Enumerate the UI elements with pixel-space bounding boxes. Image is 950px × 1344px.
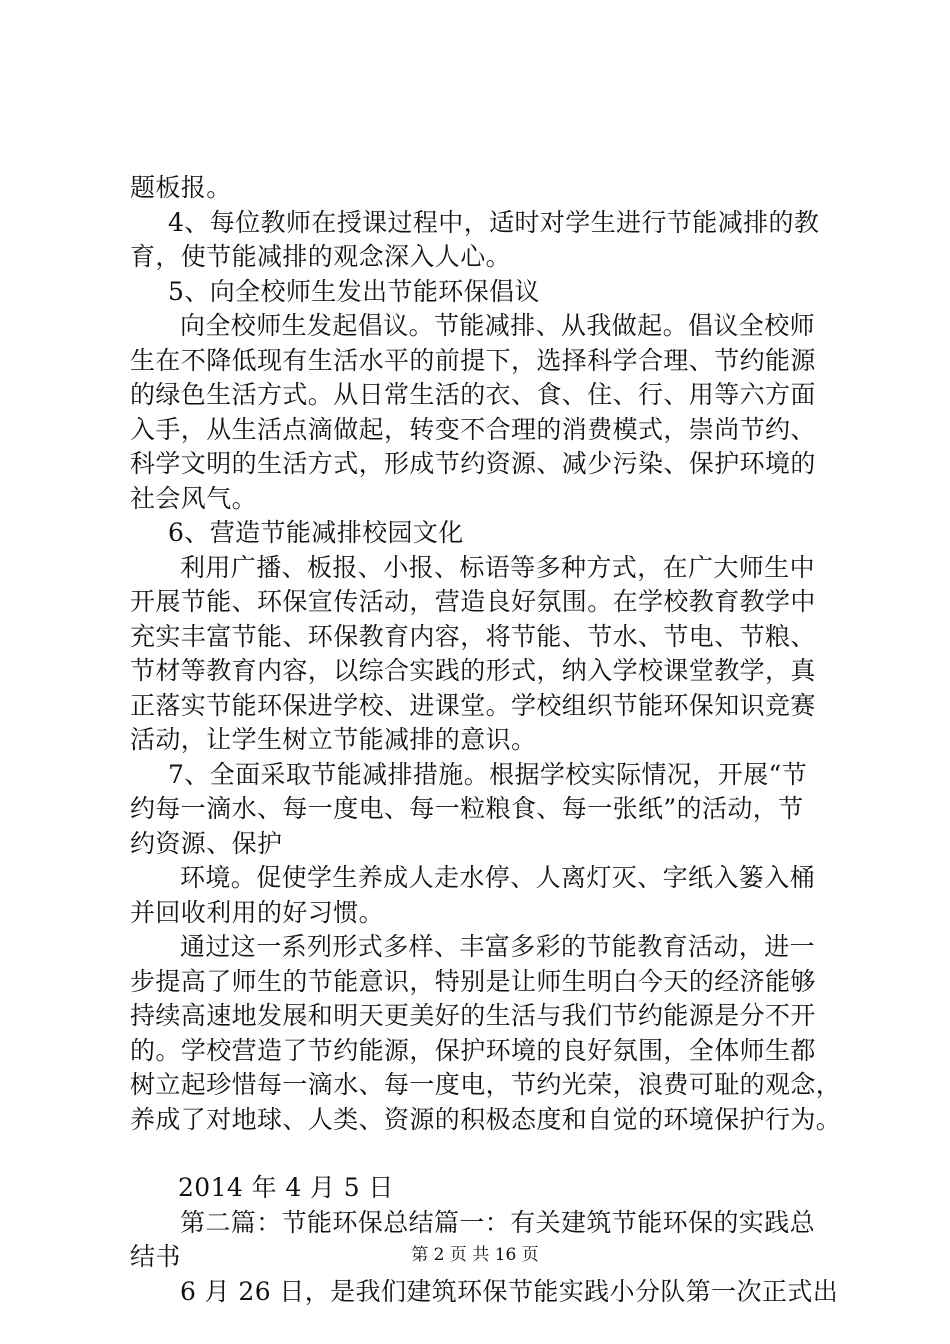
section-heading: 6、营造节能减排校园文化 [168, 518, 464, 547]
text-line: 并回收利用的好习惯。 [130, 897, 385, 927]
text-line: 养成了对地球、人类、资源的积极态度和自觉的环境保护行为。 [130, 1104, 842, 1134]
text-line: 的绿色生活方式。从日常生活的衣、食、住、行、用等六方面 [130, 380, 816, 409]
second-section-title-cont: 结书 [130, 1242, 181, 1271]
date-line: 2014 年 4 月 5 日 [178, 1173, 394, 1202]
text-line: 7、全面采取节能减排措施。根据学校实际情况，开展“节 [168, 759, 808, 789]
text-line: 生在不降低现有生活水平的前提下，选择科学合理、节约能源 [130, 345, 816, 375]
text-line: 活动，让学生树立节能减排的意识。 [130, 725, 537, 754]
section-heading: 5、向全校师生发出节能环保倡议 [168, 276, 540, 306]
text-line: 开展节能、环保宣传活动，营造良好氛围。在学校教育教学中 [130, 587, 816, 616]
document-body [130, 171, 850, 1309]
text-line: 节材等教育内容，以综合实践的形式，纳入学校课堂教学，真 [130, 656, 816, 685]
text-line: 向全校师生发起倡议。节能减排、从我做起。倡议全校师 [180, 311, 816, 340]
text-line: 正落实节能环保进学校、进课堂。学校组织节能环保知识竞赛 [130, 690, 816, 720]
text-line: 入手，从生活点滴做起，转变不合理的消费模式，崇尚节约、 [130, 414, 816, 444]
text-line: 6 月 26 日，是我们建筑环保节能实践小分队第一次正式出 [180, 1276, 839, 1306]
page-number-footer: 第 2 页 共 16 页 [411, 1245, 539, 1265]
text-line: 科学文明的生活方式，形成节约资源、减少污染、保护环境的 [130, 449, 816, 478]
text-line: 步提高了师生的节能意识，特别是让师生明白今天的经济能够 [130, 966, 816, 996]
text-line: 的。学校营造了节约能源，保护环境的良好氛围，全体师生都 [130, 1035, 816, 1065]
text-line: 持续高速地发展和明天更美好的生活与我们节约能源是分不开 [130, 1001, 816, 1030]
second-section-title: 第二篇：节能环保总结篇一：有关建筑节能环保的实践总 [180, 1207, 816, 1237]
text-line: 约每一滴水、每一度电、每一粒粮食、每一张纸”的活动，节 [130, 794, 804, 823]
text-line: 树立起珍惜每一滴水、每一度电，节约光荣，浪费可耻的观念， [130, 1070, 842, 1099]
text-line: 通过这一系列形式多样、丰富多彩的节能教育活动，进一 [180, 932, 816, 961]
text-line: 充实丰富节能、环保教育内容，将节能、节水、节电、节粮、 [130, 621, 816, 651]
text-line: 社会风气。 [130, 483, 258, 513]
text-line: 4、每位教师在授课过程中，适时对学生进行节能减排的教 [168, 207, 820, 237]
text-line: 利用广播、板报、小报、标语等多种方式，在广大师生中 [180, 552, 816, 582]
text-line: 环境。促使学生养成人走水停、人离灯灭、字纸入篓入桶 [180, 863, 816, 892]
text-line: 约资源、保护 [130, 828, 283, 858]
text-line: 题板报。 [130, 173, 232, 202]
text-line: 育，使节能减排的观念深入人心。 [130, 242, 512, 271]
